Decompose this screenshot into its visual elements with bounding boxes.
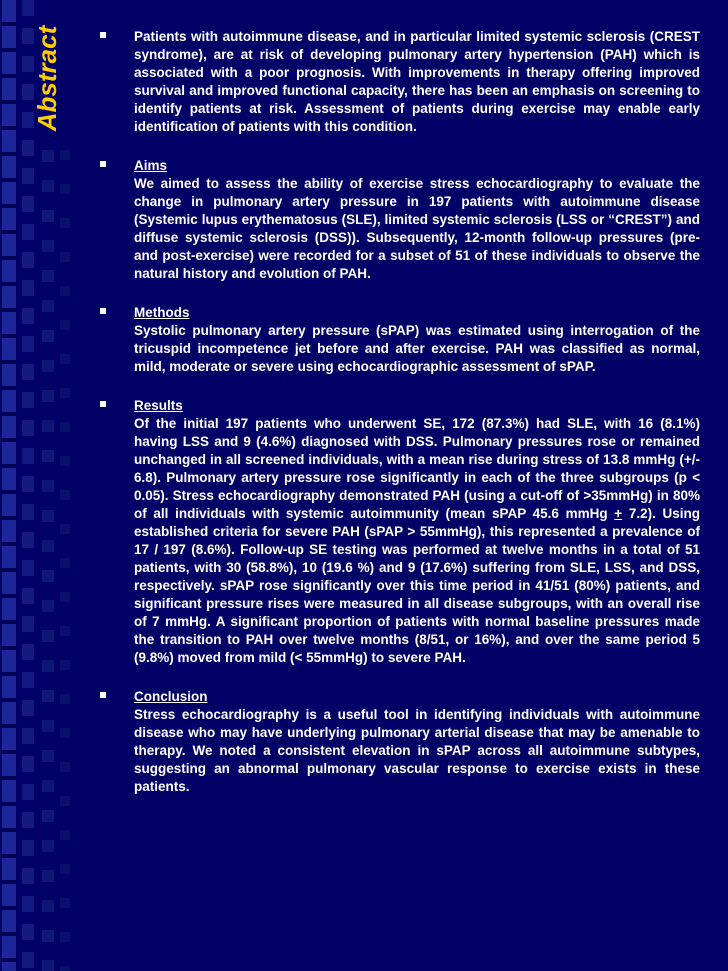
section-text: We aimed to assess the ability of exercise stress echocardiography to evaluate the change in pulmonary artery pressure in 197 patients with autoimmune disease (Systemic lupus erythematosus (SLE), limited systemic sclerosis (LSS or “CREST”) and diffuse systemic sclerosis (DSS)). Subsequently, 12-month follow-up pressures (pre- and post-exercise) were recorded for a subset of 51 of these individuals to observe the natural history and evolution of PAH.	[134, 176, 700, 281]
square-bullet-icon	[100, 308, 106, 314]
section-heading: Aims	[134, 158, 168, 173]
section-intro	[96, 28, 700, 136]
section-aims	[96, 157, 700, 283]
section-heading: Methods	[134, 305, 190, 320]
plus-minus-symbol: +	[614, 506, 623, 521]
section-heading: Results	[134, 398, 183, 413]
section-heading: Conclusion	[134, 689, 208, 704]
decorative-stripe	[2, 0, 16, 971]
section-text	[134, 415, 700, 667]
square-bullet-icon	[100, 32, 106, 38]
decorative-stripe	[42, 150, 54, 971]
abstract-title: Abstract	[32, 25, 63, 131]
square-bullet-icon	[100, 401, 106, 407]
abstract-content	[96, 28, 700, 817]
results-text-part-2: 7.2). Using established criteria for severe PAH (sPAP > 55mmHg), this represented a prevalence of 17 / 197 (8.6%). Follow-up SE testing was performed at twelve months in a total of 51 patients, with 30 (58.8%), 10 (19.6 %) and 9 (17.6%) suffering from SLE, LSS, and DSS, respectively. sPAP rose significantly over this time period in 41/51 (80%) patients, and significant pressure rises were measured in all disease subgroups, with an overall rise of 7 mmHg. A significant proportion of patients with normal baseline pressures made the transition to PAH over twelve months (8/51, or 16%), and over the same period 5 (9.8%) moved from mild (< 55mmHg) to severe PAH.	[134, 506, 700, 665]
square-bullet-icon	[100, 692, 106, 698]
section-results	[96, 397, 700, 667]
section-text: Stress echocardiography is a useful tool in identifying individuals with autoimmune disease who may have underlying pulmonary arterial disease that may be amenable to therapy. We noted a consistent elevation in sPAP across all autoimmune subtypes, suggesting an abnormal pulmonary vascular response to exercise exists in these patients.	[134, 707, 700, 794]
section-text: Patients with autoimmune disease, and in particular limited systemic sclerosis (CREST syndrome), are at risk of developing pulmonary artery hypertension (PAH) which is associated with a poor prognosis. With improvements in therapy offering improved survival and improved functional capacity, there has been an emphasis on screening to identify patients at risk. Assessment of patients during exercise may enable early identification of patients with this condition.	[134, 29, 700, 134]
abstract-title-container	[28, 8, 68, 148]
square-bullet-icon	[100, 161, 106, 167]
section-methods	[96, 304, 700, 376]
decorative-stripe	[60, 150, 70, 971]
section-conclusion	[96, 688, 700, 796]
results-text-part-1: Of the initial 197 patients who underwent SE, 172 (87.3%) had SLE, with 16 (8.1%) having LSS and 9 (4.6%) diagnosed with DSS. Pulmonary pressures rose or remained unchanged in all screened individuals, with a mean rise during stress of 13.8 mmHg (+/- 6.8). Pulmonary artery pressure rose significantly in each of the three subgroups (p < 0.05). Stress echocardiography demonstrated PAH (using a cut-off of >35mmHg) in 80% of all individuals with systemic autoimmunity (mean sPAP 45.6 mmHg	[134, 416, 700, 521]
section-text: Systolic pulmonary artery pressure (sPAP) was estimated using interrogation of the tricuspid incompetence jet before and after exercise. PAH was classified as normal, mild, moderate or severe using echocardiographic assessment of sPAP.	[134, 323, 700, 374]
sidebar	[0, 0, 82, 971]
